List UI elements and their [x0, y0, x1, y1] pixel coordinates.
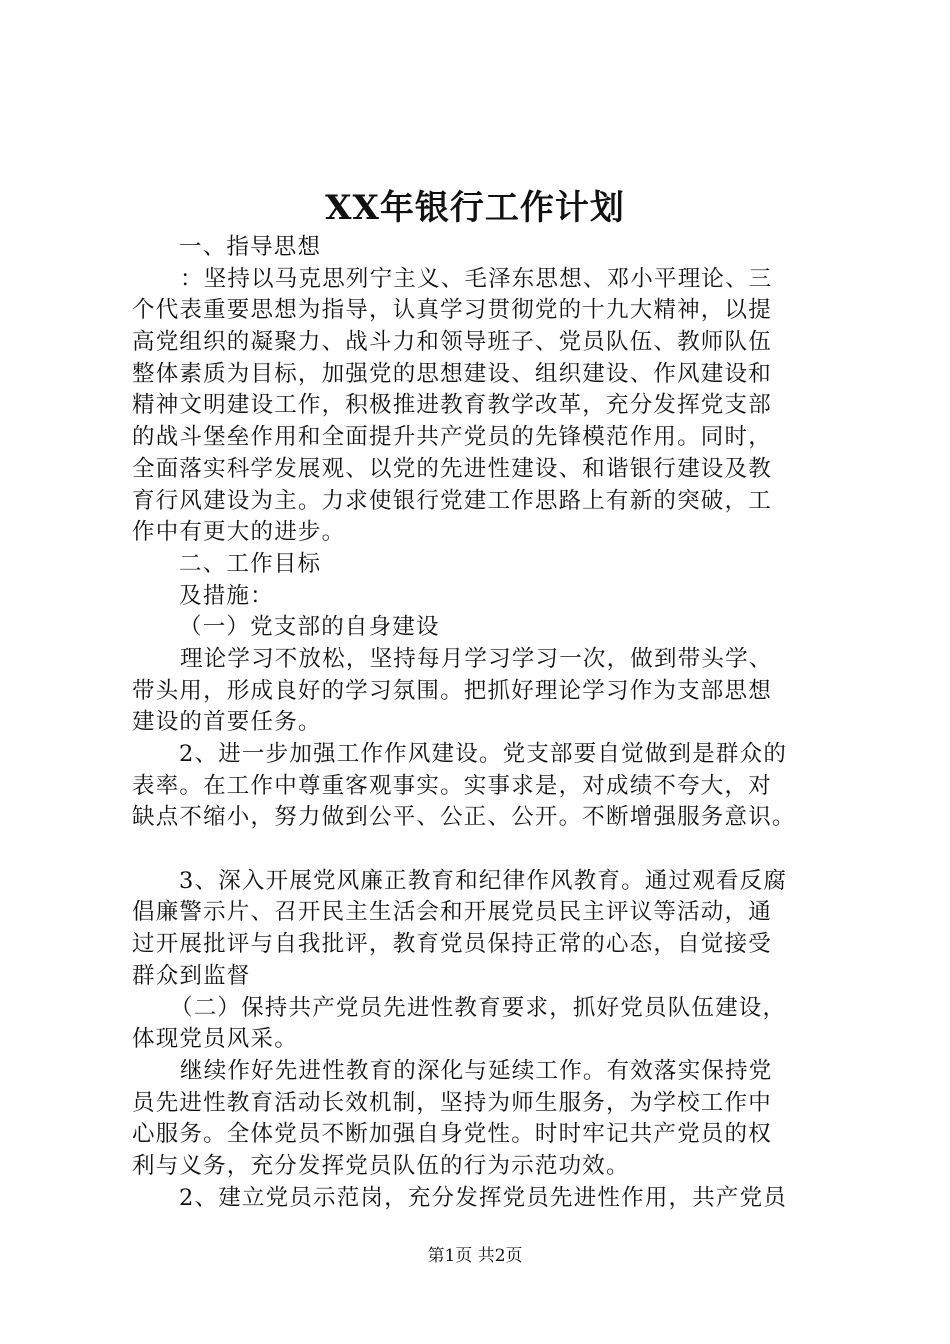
paragraph-line: 作中有更大的进步。 — [132, 519, 346, 546]
paragraph-line: 2、进一步加强工作作风建设。党支部要自觉做到是群众的 — [179, 741, 788, 767]
paragraph-line: 表率。在工作中尊重客观事实。实事求是，对成绩不夸大，对 — [132, 772, 772, 799]
paragraph-line: 育行风建设为主。力求使银行党建工作思路上有新的突破，工 — [132, 487, 772, 514]
paragraph-line: 2、建立党员示范岗，充分发挥党员先进性作用，共产党员 — [179, 1184, 788, 1211]
paragraph-line: 心服务。全体党员不断加强自身党性。时时牢记共产党员的权 — [132, 1121, 772, 1148]
paragraph-line: 3、深入开展党风廉正教育和纪律作风教育。通过观看反腐 — [179, 867, 788, 894]
paragraph-line: 精神文明建设工作，积极推进教育教学改革，充分发挥党支部 — [132, 392, 772, 419]
subsection-heading: （一）党支部的自身建设 — [179, 614, 440, 641]
paragraph-line: 高党组织的凝聚力、战斗力和领导班子、党员队伍、教师队伍 — [132, 329, 772, 356]
paragraph-line: 员先进性教育活动长效机制，坚持为师生服务，为学校工作中 — [132, 1089, 772, 1116]
paragraph-line: 理论学习不放松，坚持每月学习学习一次，做到带头学、 — [180, 645, 773, 672]
paragraph-line: 缺点不缩小，努力做到公平、公正、公开。不断增强服务意识。 — [132, 804, 796, 831]
blank-line — [132, 834, 832, 866]
paragraph-line: 利与义务，充分发挥党员队伍的行为示范功效。 — [132, 1152, 630, 1179]
paragraph-line: 的战斗堡垒作用和全面提升共产党员的先锋模范作用。同时， — [132, 424, 772, 451]
paragraph-line: 继续作好先进性教育的深化与延续工作。有效落实保持党 — [180, 1057, 773, 1084]
paragraph-line: 建设的首要任务。 — [132, 709, 322, 736]
document-body — [132, 232, 832, 1214]
paragraph-line: 体现党员风采。 — [132, 1026, 298, 1053]
paragraph-line: 整体素质为目标，加强党的思想建设、组织建设、作风建设和 — [132, 360, 772, 387]
paragraph-line: 带头用，形成良好的学习氛围。把抓好理论学习作为支部思想 — [132, 677, 772, 704]
paragraph-line: 全面落实科学发展观、以党的先进性建设、和谐银行建设及教 — [132, 455, 772, 482]
paragraph-line: 过开展批评与自我批评，教育党员保持正常的心态，自觉接受 — [132, 931, 772, 958]
paragraph-line: 个代表重要思想为指导，认真学习贯彻党的十九大精神，以提 — [132, 297, 772, 324]
section-heading: 二、工作目标 — [179, 550, 322, 577]
paragraph-line: 及措施： — [179, 582, 274, 609]
subsection-heading: （二）保持共产党员先进性教育要求，抓好党员队伍建设， — [170, 994, 787, 1021]
paragraph-line: ：坚持以马克思列宁主义、毛泽东思想、邓小平理论、三 — [180, 265, 773, 292]
paragraph-line: 倡廉警示片、召开民主生活会和开展党员民主评议等活动，通 — [132, 899, 772, 926]
section-heading: 一、指导思想 — [179, 234, 322, 260]
paragraph-line: 群众到监督 — [132, 962, 251, 989]
document-title: XX年银行工作计划 — [325, 188, 625, 228]
page-number-footer: 第1页 共2页 — [427, 1246, 523, 1266]
